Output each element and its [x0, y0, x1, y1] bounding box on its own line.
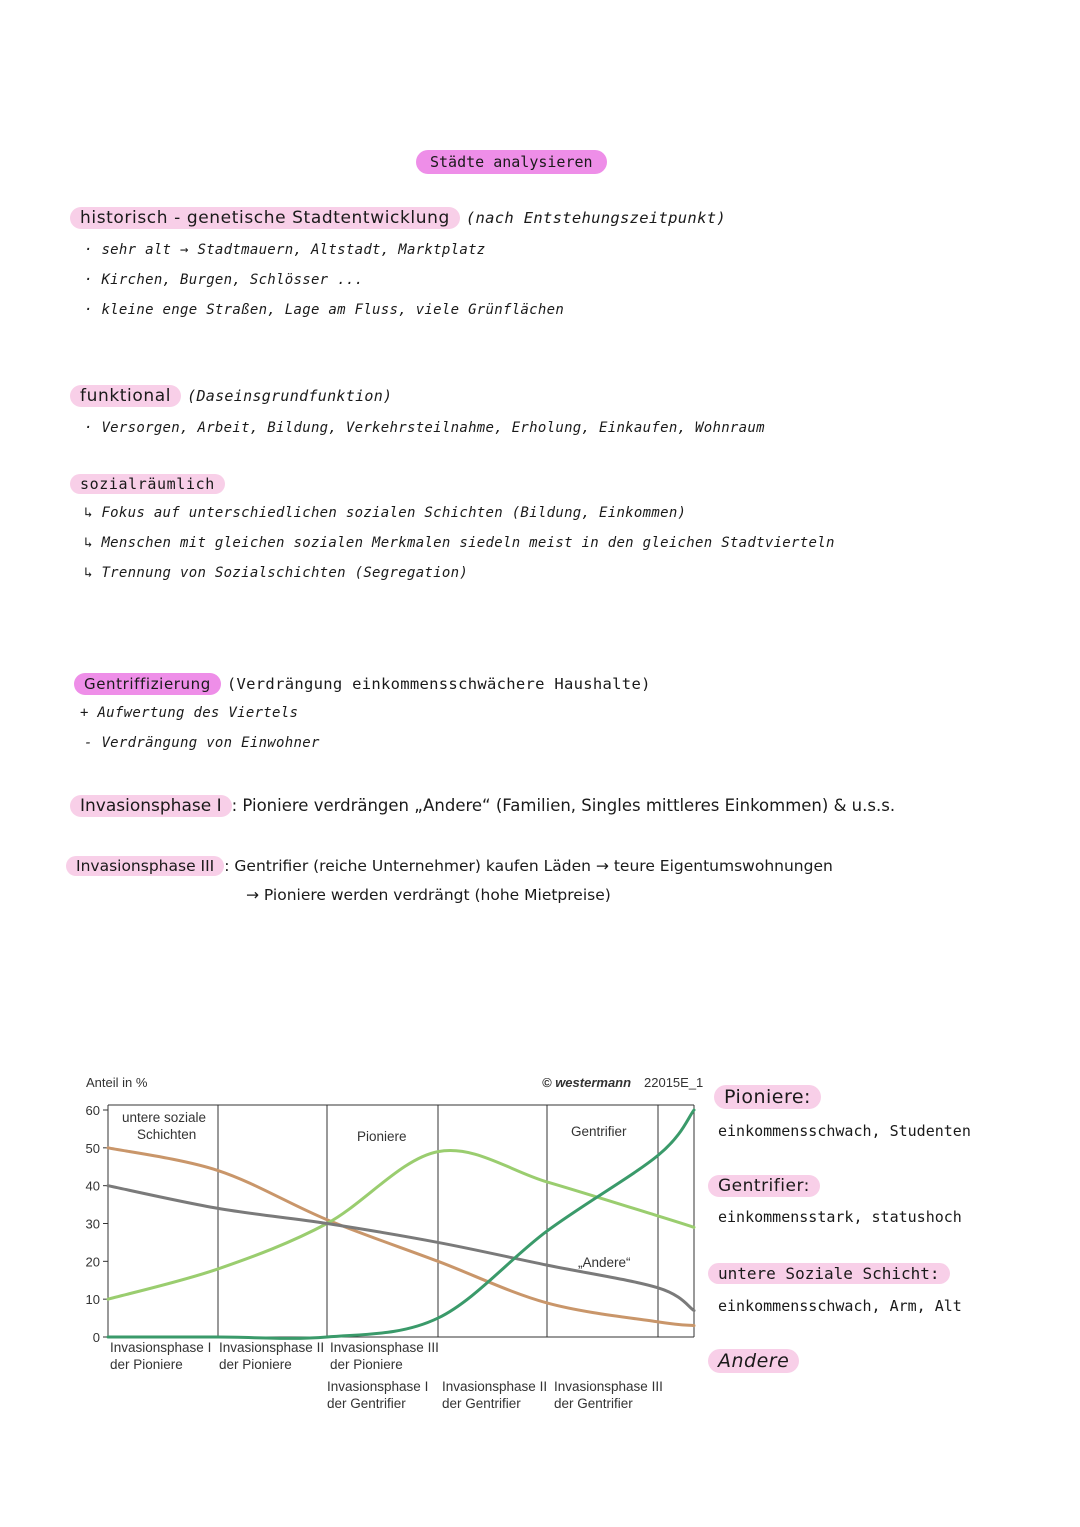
series-label: „Andere“	[578, 1255, 631, 1270]
page-title: Städte analysieren	[416, 150, 607, 174]
phase-label-gentrifier: Invasionsphase II	[442, 1379, 548, 1394]
phase3-line	[66, 856, 833, 875]
chart-credit: © westermann	[542, 1075, 632, 1090]
y-tick-label: 50	[85, 1140, 100, 1156]
funktional-paren: (Daseinsgrundfunktion)	[187, 387, 393, 405]
section-gentri-heading	[74, 674, 651, 694]
phase1-heading: Invasionsphase I	[70, 795, 232, 817]
legend-untere	[708, 1264, 950, 1283]
phase-label-gentrifier: der Gentrifier	[442, 1396, 521, 1411]
sozial-point-1: ↳ Fokus auf unterschiedlichen sozialen Schichten (Bildung, Einkommen)	[84, 505, 687, 521]
series-label: untere soziale	[122, 1110, 207, 1125]
sozial-point-2: ↳ Menschen mit gleichen sozialen Merkmalen siedeln meist in den gleichen Stadtvierteln	[84, 535, 835, 551]
legend-pioniere-desc: einkommensschwach, Studenten	[718, 1122, 971, 1140]
historisch-point-1: · sehr alt → Stadtmauern, Altstadt, Marktplatz	[84, 242, 486, 258]
y-tick-label: 60	[85, 1103, 100, 1118]
gentrification-chart	[0, 1060, 710, 1430]
y-tick-label: 0	[92, 1330, 100, 1345]
legend-pioniere-head: Pioniere:	[714, 1085, 821, 1109]
phase3-heading: Invasionsphase III	[66, 856, 224, 876]
historisch-paren: (nach Entstehungszeitpunkt)	[465, 209, 726, 227]
phase3-text2: → Pioniere werden verdrängt (hohe Mietpreise)	[246, 886, 611, 904]
y-tick-label: 20	[85, 1254, 100, 1270]
sozial-point-3: ↳ Trennung von Sozialschichten (Segregation)	[84, 565, 469, 581]
funktional-point-1: · Versorgen, Arbeit, Bildung, Verkehrsteilnahme, Erholung, Einkaufen, Wohnraum	[84, 420, 765, 436]
gentri-point-2: - Verdrängung von Einwohner	[84, 735, 320, 751]
gentri-paren: (Verdrängung einkommensschwächere Haushalte)	[226, 675, 651, 693]
legend-gentrifier	[708, 1176, 820, 1196]
phase-label-pioniere: der Pioniere	[219, 1357, 292, 1372]
phase1-line	[70, 796, 895, 816]
phase-label-gentrifier: Invasionsphase III	[554, 1379, 663, 1394]
gentri-point-1: + Aufwertung des Viertels	[80, 705, 299, 721]
section-sozial-heading	[70, 474, 225, 494]
y-tick-label: 10	[85, 1292, 100, 1308]
series-label: Gentrifier	[571, 1124, 627, 1139]
historisch-point-3: · kleine enge Straßen, Lage am Fluss, viele Grünflächen	[84, 302, 565, 318]
phase-label-gentrifier: der Gentrifier	[327, 1396, 406, 1411]
series-label: Pioniere	[357, 1129, 407, 1144]
phase3-text: : Gentrifier (reiche Unternehmer) kaufen Läden → teure Eigentumswohnungen	[224, 857, 833, 875]
sozial-heading-text: sozialräumlich	[70, 474, 225, 494]
legend-andere-head: Andere	[708, 1349, 799, 1373]
chart-credit-code: 22015E_1	[644, 1075, 704, 1090]
phase-label-pioniere: Invasionsphase II	[219, 1340, 325, 1355]
legend-untere-desc: einkommensschwach, Arm, Alt	[718, 1297, 962, 1315]
phase-label-pioniere: Invasionsphase I	[110, 1340, 212, 1355]
phase-label-pioniere: der Pioniere	[330, 1357, 403, 1372]
legend-pioniere	[714, 1086, 821, 1108]
y-axis-label: Anteil in %	[86, 1075, 148, 1090]
funktional-heading-text: funktional	[70, 385, 181, 407]
phase-label-pioniere: Invasionsphase III	[330, 1340, 439, 1355]
legend-untere-head: untere Soziale Schicht:	[708, 1263, 950, 1284]
historisch-heading-text: historisch - genetische Stadtentwicklung	[70, 207, 460, 229]
y-tick-label: 30	[85, 1216, 100, 1232]
series-label: Schichten	[137, 1127, 197, 1142]
phase-label-gentrifier: Invasionsphase I	[327, 1379, 429, 1394]
phase-label-gentrifier: der Gentrifier	[554, 1396, 633, 1411]
chart-series	[108, 1110, 694, 1338]
chart-labels	[86, 1075, 704, 1411]
section-funktional-heading	[70, 386, 392, 406]
phase-label-pioniere: der Pioniere	[110, 1357, 183, 1372]
series-line	[108, 1110, 694, 1338]
legend-andere	[708, 1350, 799, 1372]
legend-gentrifier-head: Gentrifier:	[708, 1175, 820, 1197]
section-historisch-heading	[70, 208, 726, 228]
historisch-point-2: · Kirchen, Burgen, Schlösser ...	[84, 272, 364, 288]
legend-gentrifier-desc: einkommensstark, statushoch	[718, 1208, 962, 1226]
gentri-heading-text: Gentriffizierung	[74, 673, 221, 695]
phase1-text: : Pioniere verdrängen „Andere“ (Familien, Singles mittleres Einkommen) & u.s.s.	[231, 796, 896, 815]
y-tick-label: 40	[85, 1178, 100, 1194]
